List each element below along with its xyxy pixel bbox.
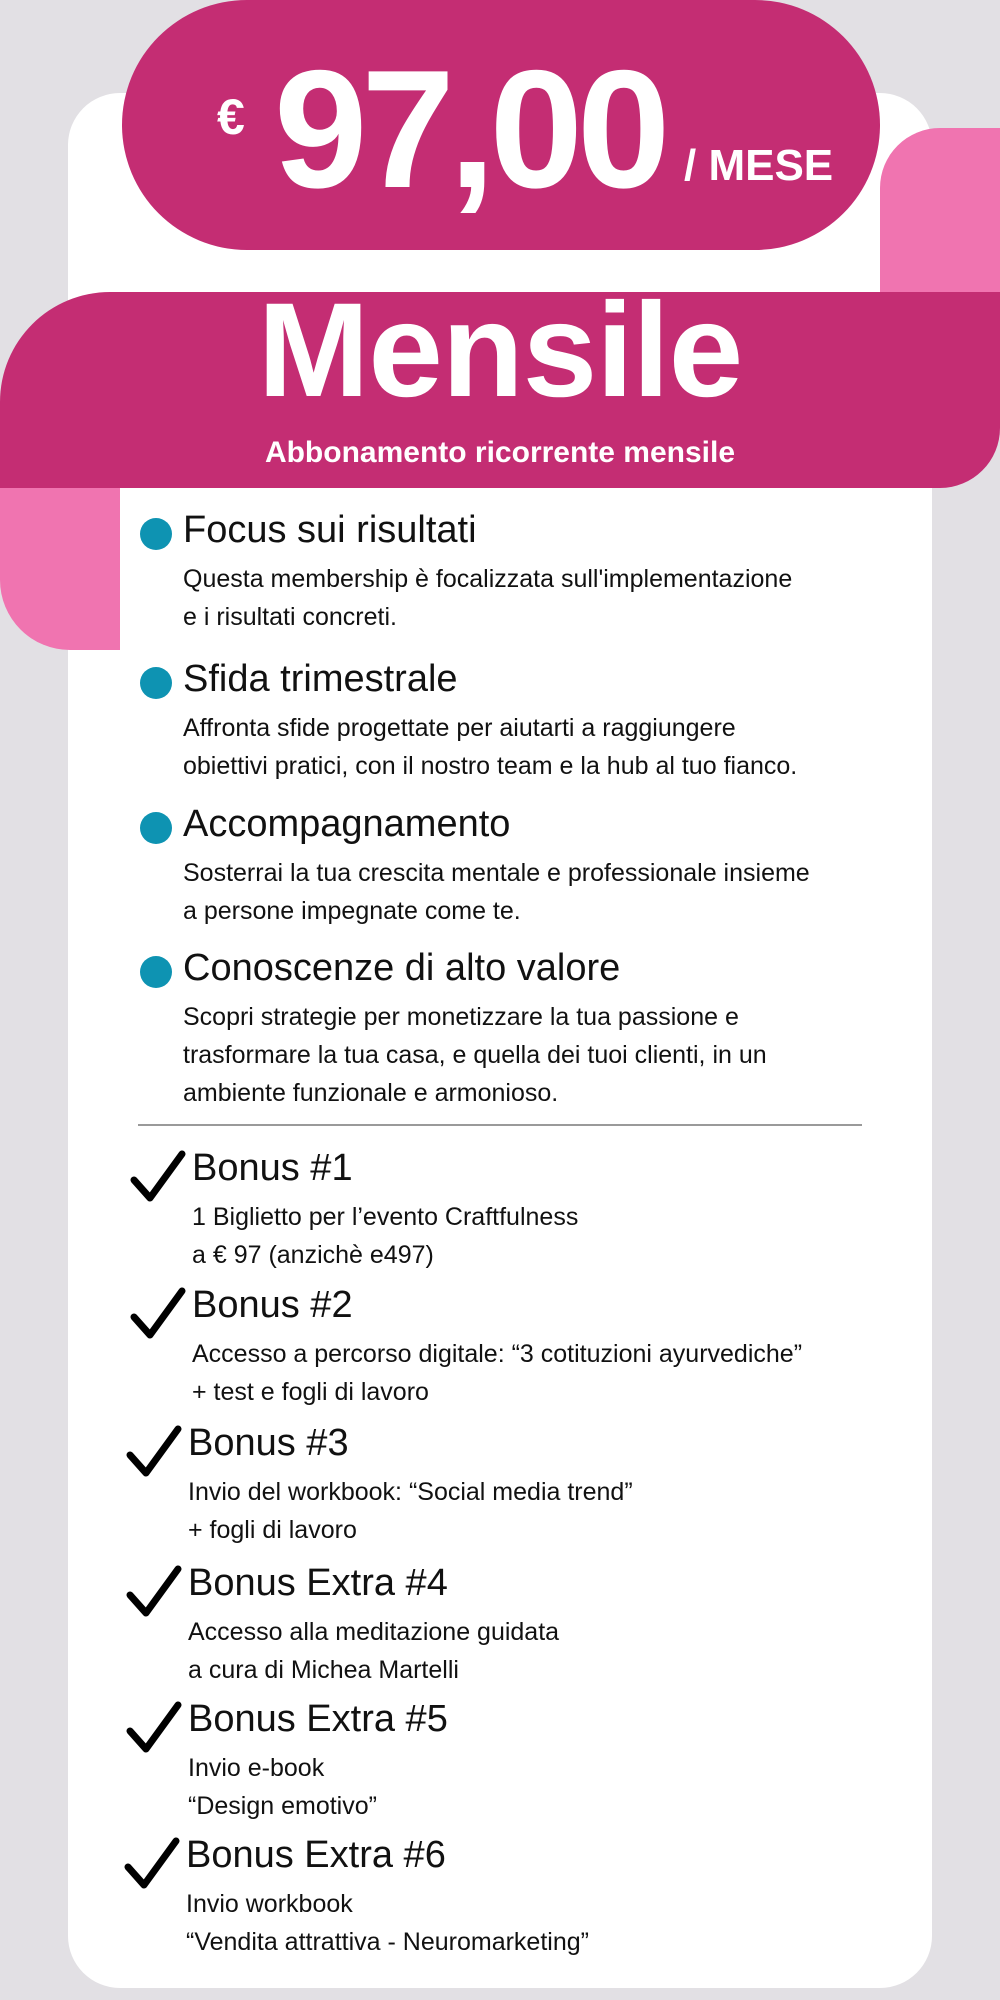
bonus-title: Bonus Extra #4 xyxy=(188,1562,448,1604)
bonus-title: Bonus Extra #5 xyxy=(188,1698,448,1740)
feature-title: Focus sui risultati xyxy=(183,509,477,551)
plan-banner xyxy=(0,276,1000,488)
circle-bullet-icon xyxy=(140,518,172,550)
price-currency: € xyxy=(217,89,245,145)
checkmark-icon xyxy=(126,1565,182,1621)
feature-title: Conoscenze di alto valore xyxy=(183,947,621,989)
feature-description: Affronta sfide progettate per aiutarti a raggiungere obiettivi pratici, con il nostro team e la hub al tuo fianco. xyxy=(183,714,798,780)
feature-description: Sosterrai la tua crescita mentale e professionale insieme a persone impegnate come te. xyxy=(183,859,810,925)
checkmark-icon xyxy=(126,1425,182,1481)
checkmark-icon xyxy=(126,1701,182,1757)
bonus-title: Bonus Extra #6 xyxy=(186,1834,446,1876)
bonus-description: Accesso a percorso digitale: “3 cotituzioni ayurvediche” + test e fogli di lavoro xyxy=(192,1340,803,1406)
bonus-description: Accesso alla meditazione guidata a cura di Michea Martelli xyxy=(188,1618,560,1684)
price-period: / MESE xyxy=(684,141,834,190)
bonus-description: Invio e-book “Design emotivo” xyxy=(188,1754,377,1820)
feature-title: Sfida trimestrale xyxy=(183,658,458,700)
plan-subtitle: Abbonamento ricorrente mensile xyxy=(264,436,736,469)
checkmark-icon xyxy=(130,1287,186,1343)
bonus-description: Invio del workbook: “Social media trend” + fogli di lavoro xyxy=(188,1478,633,1544)
checkmark-icon xyxy=(130,1150,186,1206)
feature-title: Accompagnamento xyxy=(183,803,511,845)
bonus-title: Bonus #2 xyxy=(192,1284,353,1326)
bonus-description: 1 Biglietto per l’evento Craftfulness a € 97 (anzichè e497) xyxy=(192,1203,579,1269)
price-badge xyxy=(122,0,880,250)
plan-name: Mensile xyxy=(257,276,743,425)
price-amount: 97,00 xyxy=(274,35,665,223)
feature-description: Scopri strategie per monetizzare la tua passione e trasformare la tua casa, e quella dei tuoi clienti, in un ambiente funzionale e armonioso. xyxy=(183,1003,767,1107)
checkmark-icon xyxy=(124,1837,180,1893)
bonus-title: Bonus #1 xyxy=(192,1147,353,1189)
circle-bullet-icon xyxy=(140,956,172,988)
circle-bullet-icon xyxy=(140,812,172,844)
section-divider xyxy=(138,1124,862,1126)
circle-bullet-icon xyxy=(140,667,172,699)
bonus-title: Bonus #3 xyxy=(188,1422,349,1464)
feature-description: Questa membership è focalizzata sull'implementazione e i risultati concreti. xyxy=(183,565,793,631)
bonus-description: Invio workbook “Vendita attrattiva - Neuromarketing” xyxy=(186,1890,589,1956)
